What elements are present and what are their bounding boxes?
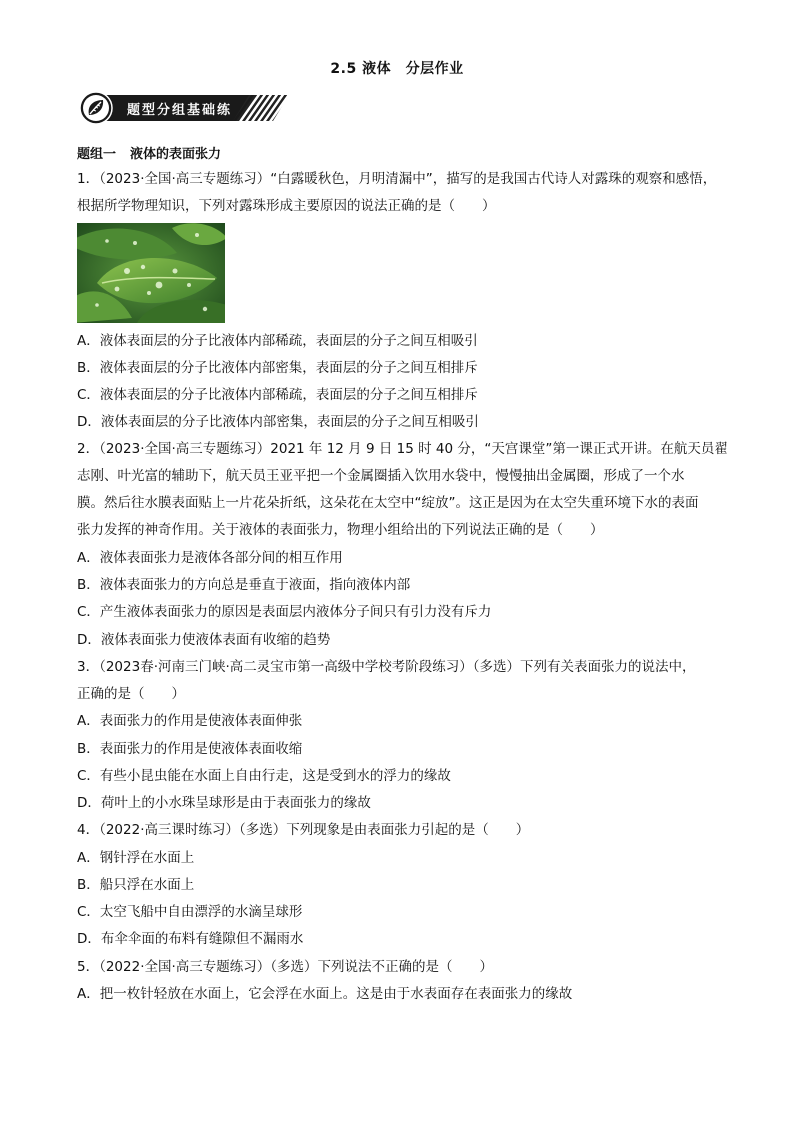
q4-stem-line-1: 4．（2022·高三课时练习）（多选）下列现象是由表面张力引起的是（ ） <box>77 822 530 838</box>
q4-option-c: C．太空飞船中自由漂浮的水滴呈球形 <box>77 904 303 920</box>
q2-option-d: D．液体表面张力使液体表面有收缩的趋势 <box>77 632 331 648</box>
q3-option-a: A．表面张力的作用是使液体表面伸张 <box>77 713 303 729</box>
q1-option-b: B．液体表面层的分子比液体内部密集，表面层的分子之间互相排斥 <box>77 360 478 376</box>
q2-stem-line-2: 志刚、叶光富的辅助下，航天员王亚平把一个金属圈插入饮用水袋中，慢慢抽出金属圈，形成了一个水 <box>77 468 685 484</box>
q3-option-d: D．荷叶上的小水珠呈球形是由于表面张力的缘故 <box>77 795 371 811</box>
q4-option-b: B．船只浮在水面上 <box>77 877 195 893</box>
q4-option-d: D．布伞伞面的布料有缝隙但不漏雨水 <box>77 931 304 947</box>
q5-stem-line-1: 5．（2022·全国·高三专题练习）（多选）下列说法不正确的是（ ） <box>77 959 494 975</box>
q2-stem-line-1: 2．（2023·全国·高三专题练习）2021 年 12 月 9 日 15 时 40 分，“天宫课堂”第一课正式开讲。在航天员翟 <box>77 441 728 457</box>
q3-option-b: B．表面张力的作用是使液体表面收缩 <box>77 741 303 757</box>
q1-option-d: D．液体表面层的分子比液体内部密集，表面层的分子之间互相吸引 <box>77 414 479 430</box>
section-banner <box>77 91 289 125</box>
q2-stem-line-4: 张力发挥的神奇作用。关于液体的表面张力，物理小组给出的下列说法正确的是（ ） <box>77 522 604 538</box>
q3-stem-line-2: 正确的是（ ） <box>77 686 185 702</box>
q2-stem-line-3: 膜。然后往水膜表面贴上一片花朵折纸，这朵花在太空中“绽放”。这正是因为在太空失重环境下水的表面 <box>77 495 699 511</box>
q1-option-c: C．液体表面层的分子比液体内部稀疏，表面层的分子之间互相排斥 <box>77 387 478 403</box>
group-topic: 液体的表面张力 <box>130 147 222 162</box>
q2-option-a: A．液体表面张力是液体各部分间的相互作用 <box>77 550 343 566</box>
q1-option-a: A．液体表面层的分子比液体内部稀疏，表面层的分子之间互相吸引 <box>77 333 478 349</box>
q2-option-c: C．产生液体表面张力的原因是表面层内液体分子间只有引力没有斥力 <box>77 604 492 620</box>
q3-stem-line-1: 3．（2023春·河南三门峡·高二灵宝市第一高级中学校考阶段练习）（多选）下列有关表面张力的说法中， <box>77 659 696 675</box>
banner-label: 题型分组基础练 <box>127 103 233 118</box>
group-label: 题组一 <box>77 147 117 162</box>
page-title: 2.5 液体 分层作业 <box>330 61 464 77</box>
q5-option-a: A．把一枚针轻放在水面上，它会浮在水面上。这是由于水表面存在表面张力的缘故 <box>77 986 573 1002</box>
q3-option-c: C．有些小昆虫能在水面上自由行走，这是受到水的浮力的缘故 <box>77 768 451 784</box>
group-heading <box>77 143 221 162</box>
q1-stem-line-2: 根据所学物理知识，下列对露珠形成主要原因的说法正确的是（ ） <box>77 198 496 214</box>
q1-stem-line-1: 1．（2023·全国·高三专题练习）“白露暖秋色，月明清漏中”，描写的是我国古代诗人对露珠的观察和感悟， <box>77 171 717 187</box>
q2-option-b: B．液体表面张力的方向总是垂直于液面，指向液体内部 <box>77 577 411 593</box>
dew-drops-photo <box>77 223 225 323</box>
q4-option-a: A．钢针浮在水面上 <box>77 850 195 866</box>
